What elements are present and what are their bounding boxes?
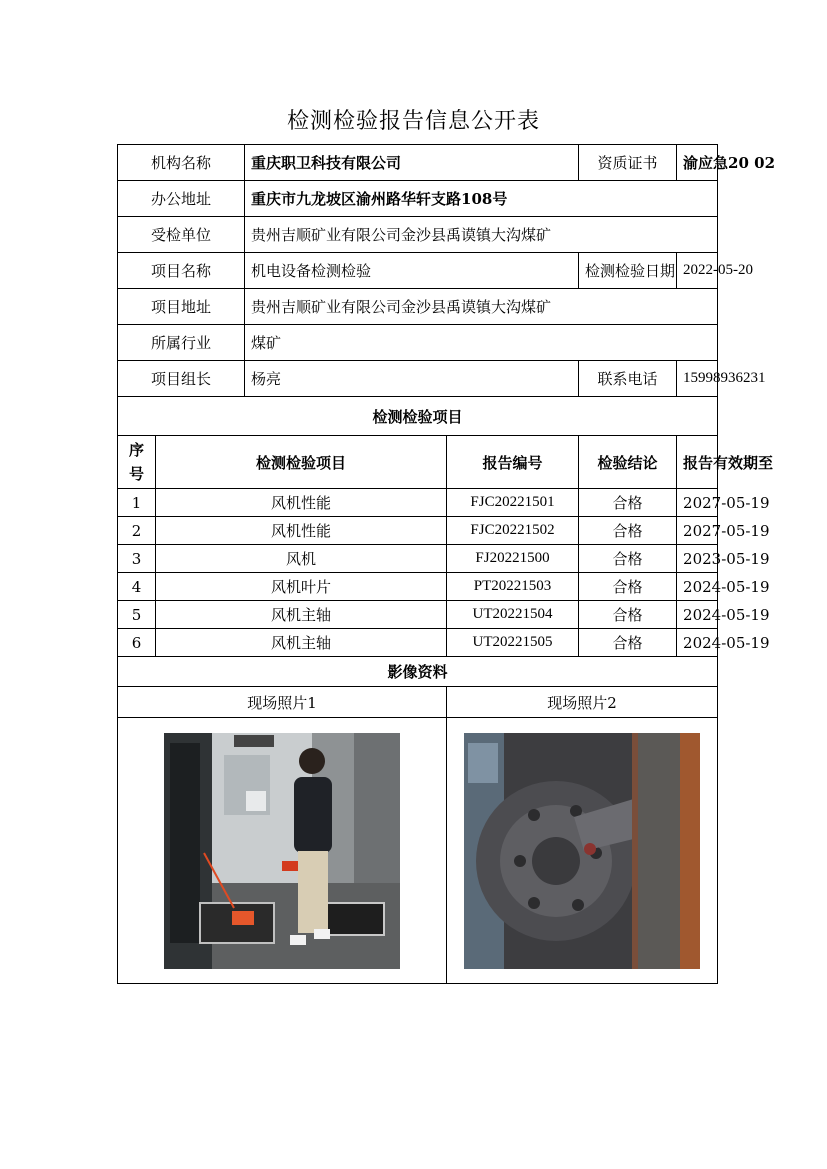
col-header-item: 检测检验项目: [156, 436, 447, 489]
project-label: 项目名称: [118, 253, 245, 289]
project-value: 机电设备检测检验: [245, 253, 579, 289]
row-no: 5: [118, 601, 156, 629]
row-result: 合格: [579, 601, 677, 629]
report-table: [117, 144, 776, 984]
page-title: 检测检验报告信息公开表: [286, 109, 540, 134]
row-result: 合格: [579, 573, 677, 601]
row-report: UT20221504: [447, 601, 579, 629]
col-header-result: 检验结论: [579, 436, 677, 489]
row-valid: 2027-05-19: [677, 517, 718, 545]
addr-label: 办公地址: [118, 181, 245, 217]
row-no: 3: [118, 545, 156, 573]
site-value: 贵州吉顺矿业有限公司金沙县禹谟镇大沟煤矿: [245, 289, 718, 325]
row-no: 4: [118, 573, 156, 601]
site-label: 项目地址: [118, 289, 245, 325]
org-value: 重庆职卫科技有限公司: [245, 145, 579, 181]
phone-label: 联系电话: [579, 361, 677, 397]
row-no: 1: [118, 489, 156, 517]
row-item: 风机叶片: [156, 573, 447, 601]
row-no: 6: [118, 629, 156, 657]
table-row: [118, 545, 718, 573]
row-valid: 2023-05-19: [677, 545, 718, 573]
date-value: 2022-05-20: [677, 253, 718, 289]
site-photo-2: [464, 733, 700, 969]
photo-1-label: 现场照片1: [118, 687, 447, 718]
table-row: [118, 601, 718, 629]
col-header-no: 序号: [118, 436, 156, 489]
col-header-report: 报告编号: [447, 436, 579, 489]
row-report: FJC20221502: [447, 517, 579, 545]
table-row: [118, 573, 718, 601]
row-result: 合格: [579, 489, 677, 517]
row-report: UT20221505: [447, 629, 579, 657]
row-result: 合格: [579, 517, 677, 545]
photo-2-label: 现场照片2: [447, 687, 718, 718]
row-valid: 2027-05-19: [677, 489, 718, 517]
row-no: 2: [118, 517, 156, 545]
row-valid: 2024-05-19: [677, 601, 718, 629]
row-item: 风机: [156, 545, 447, 573]
row-valid: 2024-05-19: [677, 629, 718, 657]
col-header-valid: 报告有效期至: [677, 436, 718, 489]
date-label: 检测检验日期: [579, 253, 677, 289]
cert-value: 渝应急20 02: [677, 145, 718, 181]
row-report: PT20221503: [447, 573, 579, 601]
client-value: 贵州吉顺矿业有限公司金沙县禹谟镇大沟煤矿: [245, 217, 718, 253]
row-item: 风机性能: [156, 489, 447, 517]
addr-value: 重庆市九龙坡区渝州路华轩支路108号: [245, 181, 718, 217]
org-label: 机构名称: [118, 145, 245, 181]
table-row: [118, 517, 718, 545]
photo-2-cell: [447, 718, 718, 984]
media-section-title: 影像资料: [118, 657, 718, 687]
table-row: [118, 489, 718, 517]
cert-label: 资质证书: [579, 145, 677, 181]
photo-1-cell: [118, 718, 447, 984]
industry-label: 所属行业: [118, 325, 245, 361]
leader-value: 杨亮: [245, 361, 579, 397]
industry-value: 煤矿: [245, 325, 718, 361]
client-label: 受检单位: [118, 217, 245, 253]
row-result: 合格: [579, 629, 677, 657]
row-item: 风机性能: [156, 517, 447, 545]
row-report: FJ20221500: [447, 545, 579, 573]
row-result: 合格: [579, 545, 677, 573]
site-photo-1: [164, 733, 400, 969]
phone-value: 15998936231: [677, 361, 718, 397]
row-item: 风机主轴: [156, 629, 447, 657]
leader-label: 项目组长: [118, 361, 245, 397]
items-section-title: 检测检验项目: [118, 397, 718, 436]
row-report: FJC20221501: [447, 489, 579, 517]
row-item: 风机主轴: [156, 601, 447, 629]
table-row: [118, 629, 718, 657]
row-valid: 2024-05-19: [677, 573, 718, 601]
